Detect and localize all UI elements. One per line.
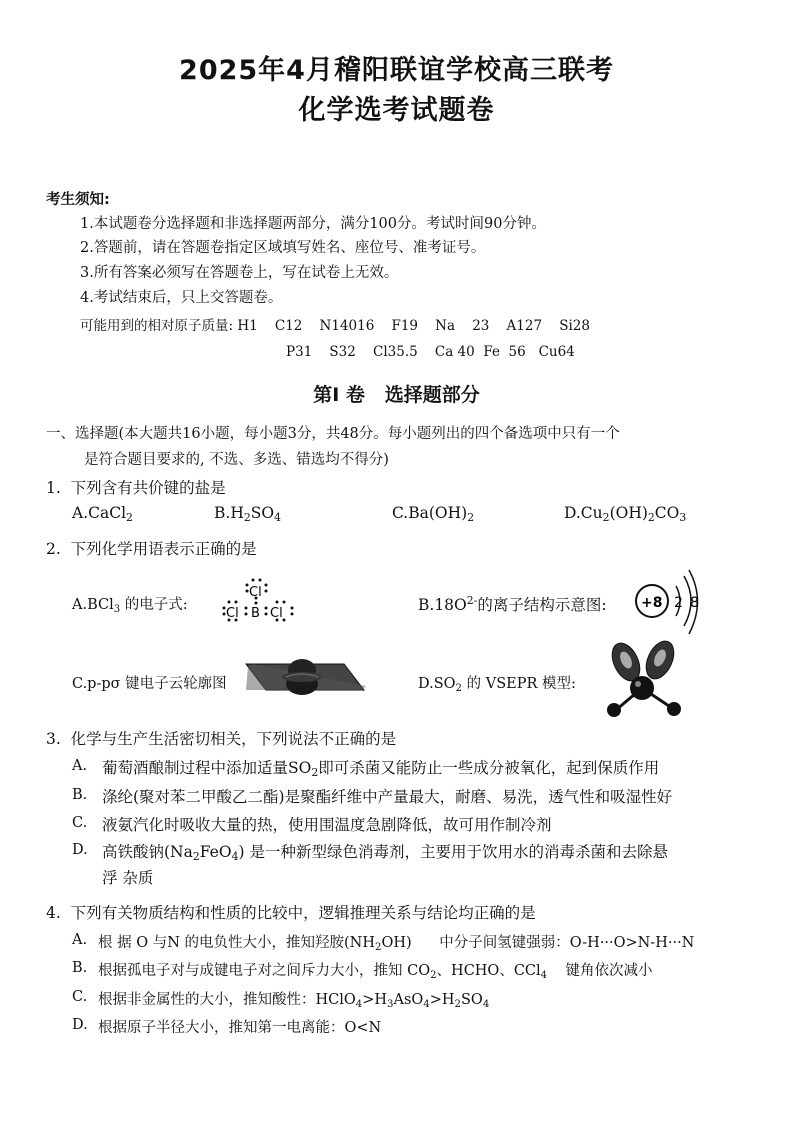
q3-option-d: 高铁酸钠$(Na_2FeO_4)$ 是一种新型绿色消毒剂，主要用于饮用水的消毒杀菌和去除悬 xyxy=(102,843,668,863)
atomic-mass-line1: 可能用到的相对原子质量: H1 C12 N14016 F19 Na 23 A127 Si28 xyxy=(80,318,590,334)
q3-option-d-label: D. xyxy=(72,842,88,858)
bcl3-top-cl: Cl xyxy=(249,585,262,600)
notice-item-4: 4.考试结束后，只上交答题卷。 xyxy=(80,290,283,306)
q3-option-b-label: B. xyxy=(72,787,88,803)
q2-stem: 2. 下列化学用语表示正确的是 xyxy=(46,540,257,558)
q4-option-d-label: D. xyxy=(72,1017,88,1033)
q4-option-c: 根据非金属性的大小，推知酸性：$HClO_4>H_3AsO_4>H_2SO_4$ xyxy=(98,992,490,1010)
q4-option-a-label: A. xyxy=(72,932,88,948)
q4-option-b-label: B. xyxy=(72,960,88,976)
section-title: 第I 卷 选择题部分 xyxy=(313,384,480,406)
q2-option-c: C.p-pσ 键电子云轮廓图 xyxy=(72,676,227,692)
q2-option-b: $B.18O^{2-}$的离子结构示意图: xyxy=(418,594,607,614)
q1-stem: 1. 下列含有共价键的盐是 xyxy=(46,479,226,497)
atomic-mass-line2: P31 S32 Cl35.5 Ca 40 Fe 56 Cu64 xyxy=(286,344,575,360)
notice-item-2: 2.答题前，请在答题卷指定区域填写姓名、座位号、准考证号。 xyxy=(80,240,486,256)
section-instructions-line1: 一、选择题(本大题共16小题，每小题3分，共48分。每小题列出的四个备选项中只有一个 xyxy=(46,426,620,442)
q3-option-b: 涤纶(聚对苯二甲酸乙二酯)是聚酯纤维中产量最大，耐磨、易洗，透气性和吸湿性好 xyxy=(102,788,673,806)
q4-stem: 4. 下列有关物质结构和性质的比较中，逻辑推理关系与结论均正确的是 xyxy=(46,904,536,922)
bcl3-electron-dot-diagram xyxy=(220,576,300,624)
q1-option-b: $B.H_2SO_4$ xyxy=(214,504,281,524)
oxide-ion-structure-diagram xyxy=(628,566,708,638)
bcl3-center-b: B xyxy=(251,606,260,621)
q2-option-a: A.BCl$_3$ 的电子式: xyxy=(72,597,188,615)
bcl3-left-cl: Cl xyxy=(226,606,239,621)
q1-option-a: A.CaCl$_2$ xyxy=(72,504,133,524)
p-p-sigma-orbital-image xyxy=(244,656,368,698)
q3-option-a-label: A. xyxy=(72,758,88,774)
notice-heading: 考生须知: xyxy=(46,192,110,208)
notice-item-3: 3.所有答案必须写在答题卷上，写在试卷上无效。 xyxy=(80,265,399,281)
q4-option-c-label: C. xyxy=(72,989,88,1005)
q3-option-a: 葡萄酒酿制过程中添加适量$SO_2$即可杀菌又能防止一些成分被氧化，起到保质作用 xyxy=(102,759,660,779)
q3-option-c-label: C. xyxy=(72,815,88,831)
q3-option-c: 液氨汽化时吸收大量的热，使用围温度急剧降低，故可用作制冷剂 xyxy=(102,816,552,834)
q1-option-d: $D.Cu_2(OH)_2CO_3$ xyxy=(564,504,687,524)
notice-item-1: 1.本试题卷分选择题和非选择题两部分，满分100分。考试时间90分钟。 xyxy=(80,216,546,232)
q4-option-a: 根 据 O 与N 的电负性大小，推知羟胺$(NH_2OH)$ 中分子间氢键强弱：O-H···O>N-H···N xyxy=(98,935,695,953)
exam-title-line1: 2025年4月稽阳联谊学校高三联考 xyxy=(179,55,614,86)
bcl3-right-cl: Cl xyxy=(270,606,283,621)
so2-vsepr-model-image xyxy=(598,640,694,722)
q3-option-d-line2: 浮 杂质 xyxy=(102,869,154,887)
q2-option-d: $D.SO_2$ 的 VSEPR 模型: xyxy=(418,676,576,694)
exam-title-line2: 化学选考试题卷 xyxy=(298,95,495,126)
shell2-count: 8 xyxy=(690,595,699,611)
q4-option-d: 根据原子半径大小，推知第一电离能：O<N xyxy=(98,1020,382,1036)
nucleus-charge: +8 xyxy=(641,595,663,611)
q4-option-b: 根据孤电子对与成键电子对之间斥力大小，推知 $CO_2$、HCHO、CCl$_4$ 键角依次减小 xyxy=(98,963,653,981)
q3-stem: 3. 化学与生产生活密切相关，下列说法不正确的是 xyxy=(46,730,397,748)
shell1-count: 2 xyxy=(674,595,683,611)
section-instructions-line2: 是符合题目要求的, 不选、多选、错选均不得分) xyxy=(84,452,389,468)
q1-option-c: $C.Ba(OH)_2$ xyxy=(392,504,475,524)
